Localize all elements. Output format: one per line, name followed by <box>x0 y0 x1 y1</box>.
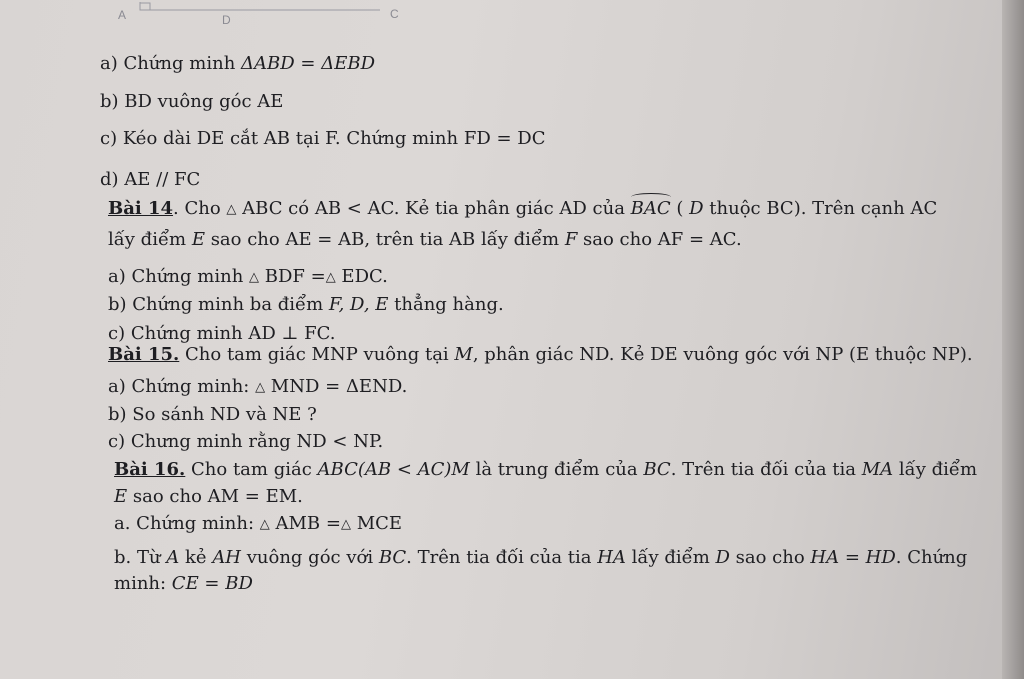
problem15-item-c: c) Chưng minh rằng ND < NP. <box>108 431 384 452</box>
problem13-item-b: b) BD vuông góc AE <box>100 91 284 112</box>
problem15-statement: Bài 15. Cho tam giác MNP vuông tại M, phân giác ND. Kẻ DE vuông góc với NP (E thuộc NP). <box>108 344 973 365</box>
problem14-item-b: b) Chứng minh ba điểm F, D, E thẳng hàng. <box>108 294 504 315</box>
problem16-item-b-line2: minh: CE = BD <box>114 573 253 594</box>
triangle-figure-lines <box>110 0 410 30</box>
problem13-item-d: d) AE // FC <box>100 169 201 190</box>
problem14-item-c: c) Chứng minh AD ⊥ FC. <box>108 323 336 344</box>
problem14-item-a: a) Chứng minh △ BDF =△ EDC. <box>108 266 388 287</box>
problem-label: Bài 14 <box>108 198 174 219</box>
problem16-statement-line1: Bài 16. Cho tam giác ABC(AB < AC)M là trung điểm của BC. Trên tia đối của tia MA lấy điểm <box>114 459 978 480</box>
math-expression: FD = DC <box>463 128 546 149</box>
problem16-item-a: a. Chứng minh: △ AMB =△ MCE <box>114 513 403 534</box>
problem13-item-a: a) Chứng minh ΔABD = ΔEBD <box>100 53 375 74</box>
problem14-statement-line1: Bài 14. Cho △ ABC có AB < AC. Kẻ tia phân giác AD của BAC ( D thuộc BC). Trên cạnh AC <box>108 198 938 219</box>
problem-label: Bài 16. <box>114 459 186 480</box>
math-expression: ΔABD = ΔEBD <box>241 53 375 74</box>
problem16-item-b-line1: b. Từ A kẻ AH vuông góc với BC. Trên tia đối của tia HA lấy điểm D sao cho HA = HD. Chứng <box>114 547 968 568</box>
triangle-figure <box>110 0 410 30</box>
vertex-label-d: D <box>222 13 231 27</box>
problem14-statement-line2: lấy điểm E sao cho AE = AB, trên tia AB lấy điểm F sao cho AF = AC. <box>108 229 742 250</box>
problem13-item-c: c) Kéo dài DE cắt AB tại F. Chứng minh FD = DC <box>100 128 546 149</box>
vertex-label-a: A <box>118 8 127 22</box>
problem15-item-a: a) Chứng minh: △ MND = ΔEND. <box>108 376 408 397</box>
page-edge-shadow <box>1002 0 1024 679</box>
problem-label: Bài 15. <box>108 344 180 365</box>
problem15-item-b: b) So sánh ND và NE ? <box>108 404 317 425</box>
vertex-label-c: C <box>390 7 399 21</box>
problem16-statement-line2: E sao cho AM = EM. <box>114 486 303 507</box>
angle-bac: BAC <box>630 198 671 219</box>
triangle-symbol: △ <box>226 202 237 217</box>
